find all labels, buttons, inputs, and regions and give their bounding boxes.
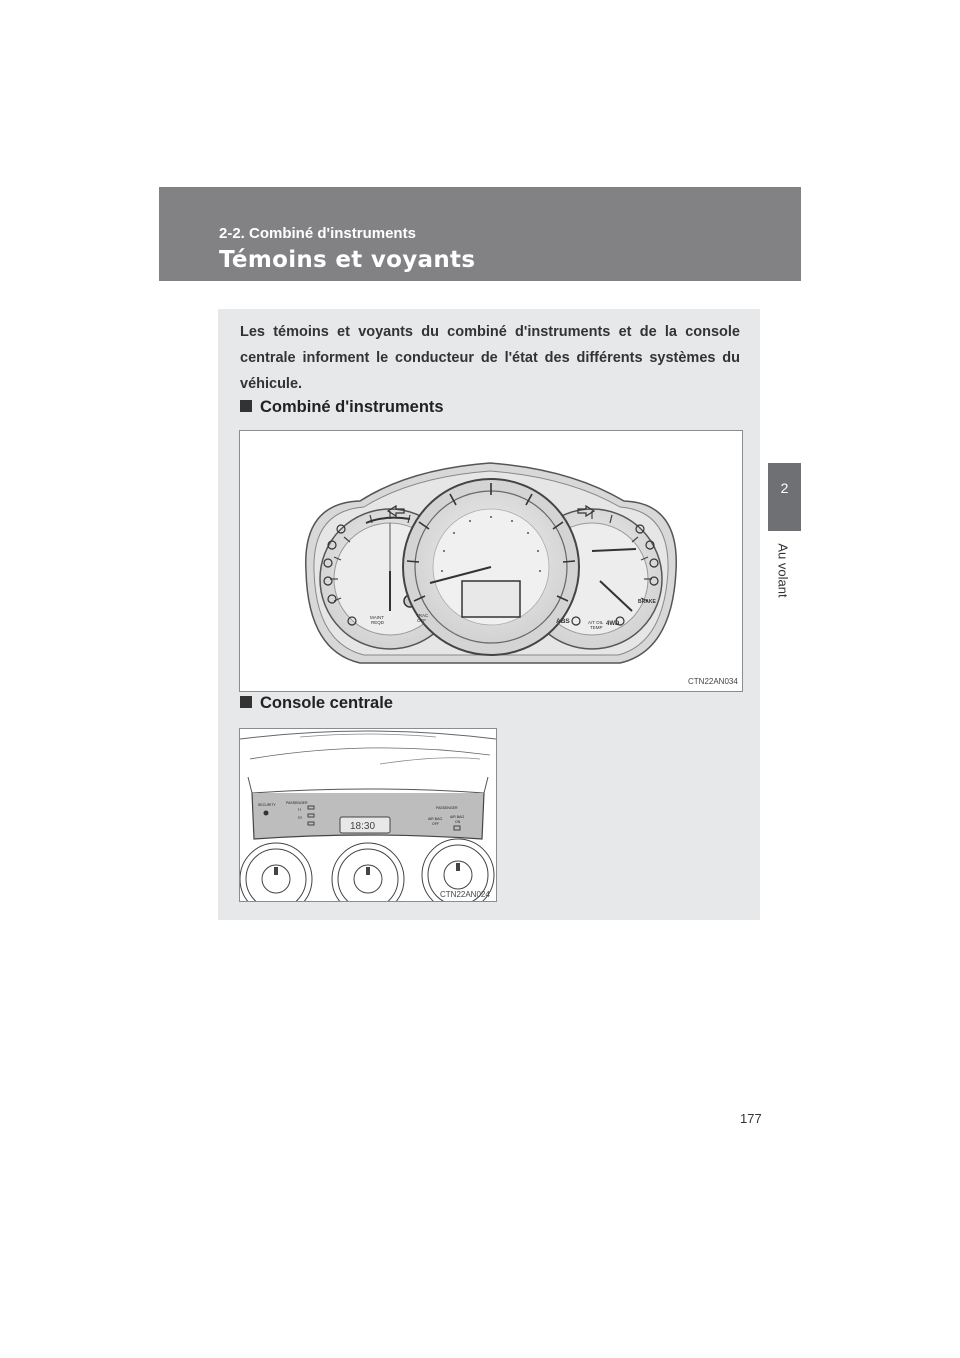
h-label: H (298, 807, 302, 812)
subheading-console: Console centrale (240, 694, 393, 713)
passenger-left-label: PASSENGER (286, 801, 308, 805)
chapter-name: Au volant (775, 543, 791, 598)
chapter-tab (768, 463, 801, 531)
square-bullet-icon (240, 400, 252, 412)
instrument-cluster-figure (239, 430, 743, 692)
content-panel (218, 309, 760, 920)
airbag-off-word: OFF (432, 822, 439, 826)
trac-label: TRAC (416, 613, 429, 618)
airbag-on-label: AIR BAG (450, 815, 465, 819)
chapter-number: 2 (780, 480, 789, 496)
at-temp-label: TEMP (590, 625, 603, 630)
brake-label: BRAKE (638, 599, 656, 605)
figure-code: CTN22AN024 (440, 890, 490, 899)
fwd-label: 4WD (606, 621, 620, 627)
page-title: Témoins et voyants (219, 247, 476, 273)
intro-paragraph: Les témoins et voyants du combiné d'instruments et de la console centrale informent le conducteur de l'état des différents systèmes du véhicule. (240, 324, 740, 392)
at-oil-label: A/T OIL (588, 620, 604, 625)
instrument-cluster-illustration (240, 431, 742, 691)
chapter-header (159, 187, 801, 281)
m-label: M (298, 815, 302, 820)
center-console-illustration (240, 729, 496, 901)
passenger-right-label: PASSENGER (436, 806, 458, 810)
maint-label: MAINT (370, 615, 384, 620)
page-number: 177 (740, 1111, 762, 1126)
subheading-cluster: Combiné d'instruments (240, 398, 444, 417)
reqd-label: REQD (371, 620, 385, 625)
center-console-figure (239, 728, 497, 902)
console-clock: 18:30 (350, 821, 376, 832)
square-bullet-icon (240, 696, 252, 708)
airbag-on-word: ON (455, 820, 461, 824)
off-label: OFF (417, 618, 426, 623)
figure-code: CTN22AN034 (688, 677, 738, 686)
security-label: SECURITY (258, 803, 276, 807)
section-label: 2-2. Combiné d'instruments (219, 225, 416, 242)
abs-label: ABS (556, 618, 570, 625)
chapter-side-label (770, 539, 798, 609)
airbag-off-label: AIR BAG (428, 817, 443, 821)
